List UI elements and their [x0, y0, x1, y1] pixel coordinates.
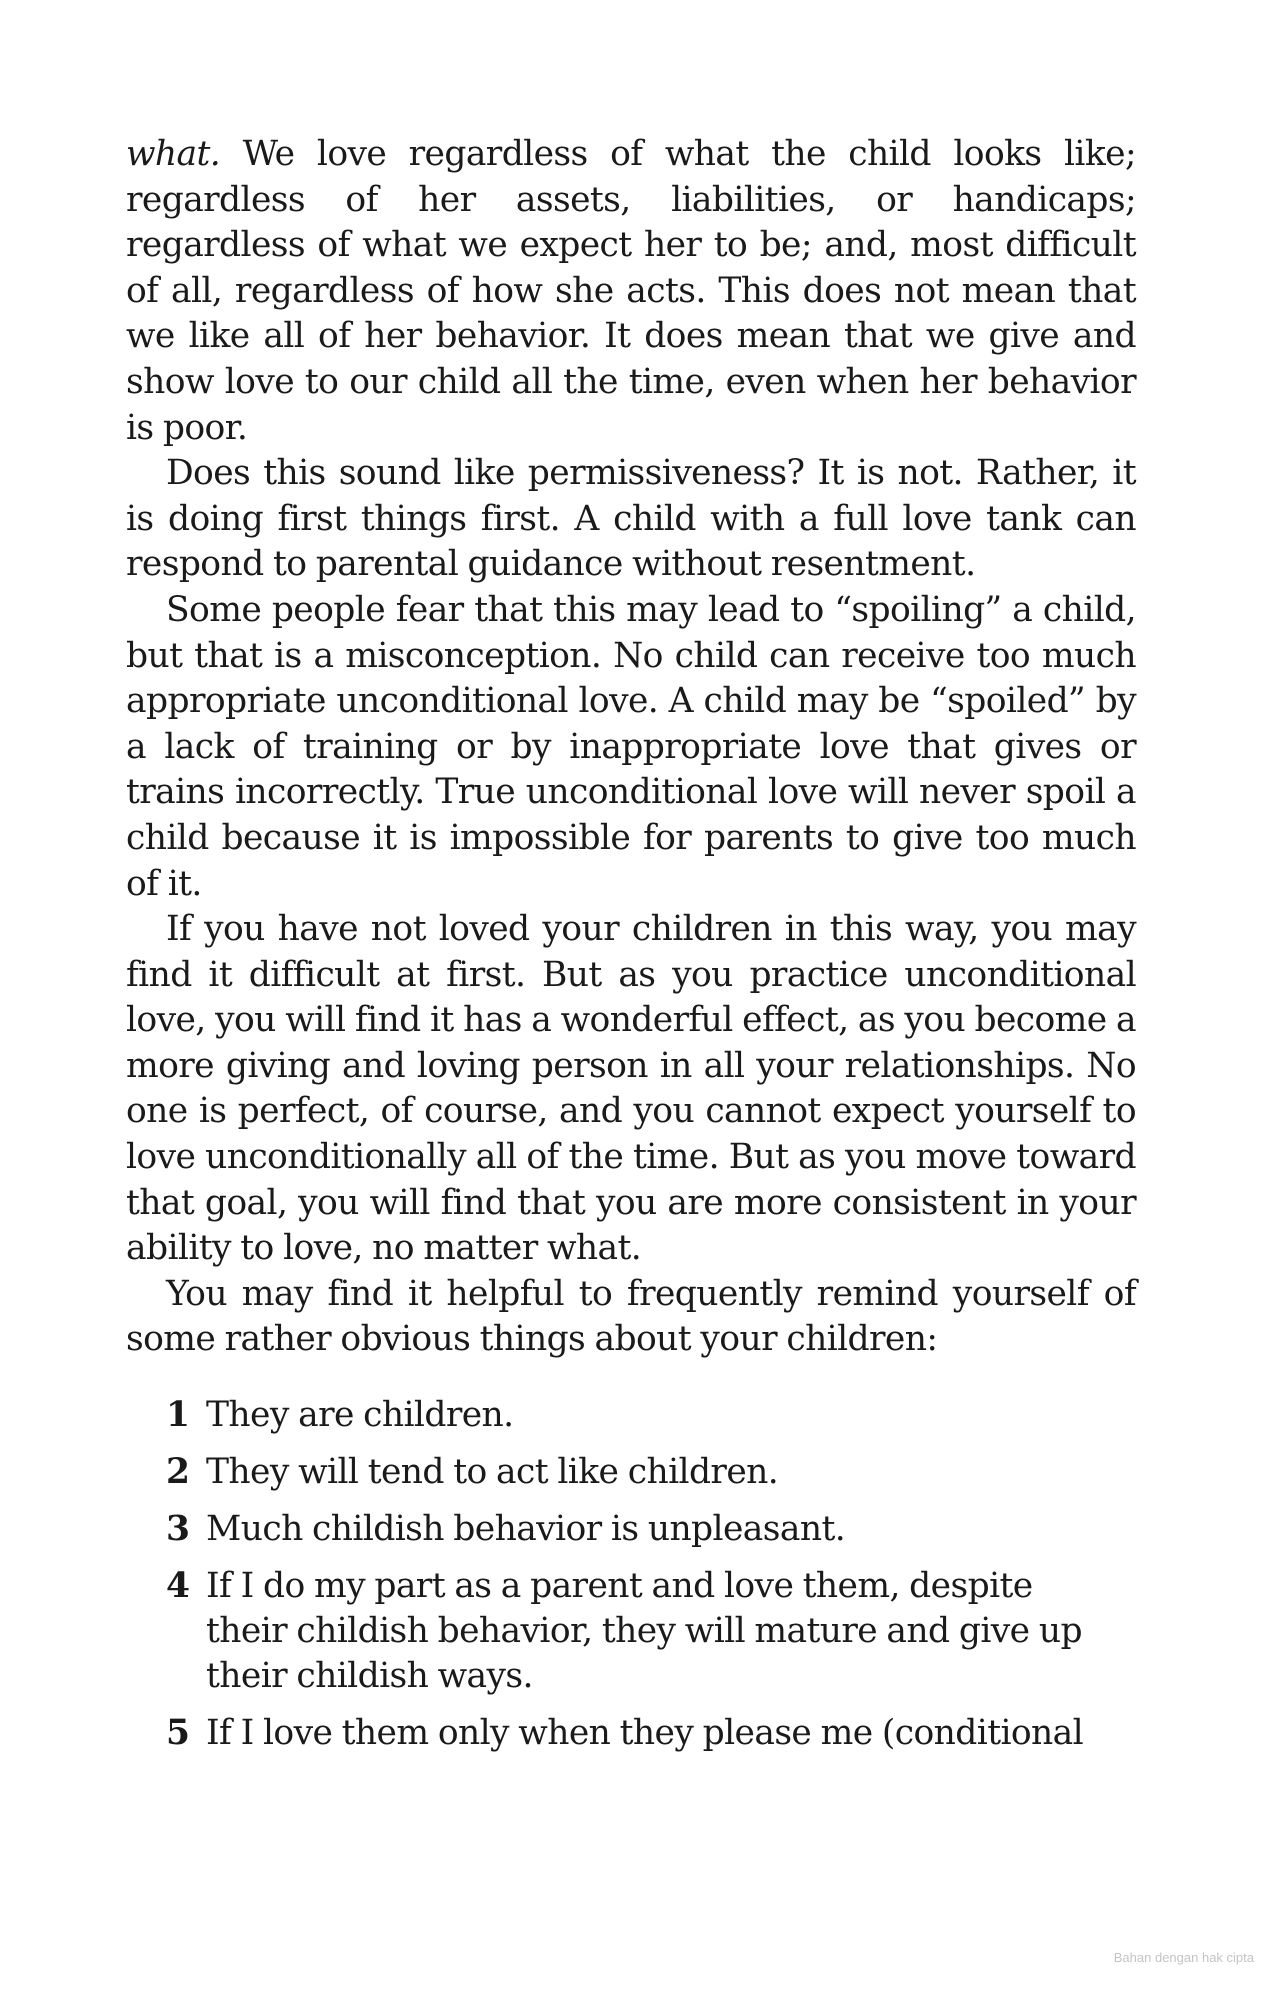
- copyright-watermark: Bahan dengan hak cipta: [1113, 1950, 1254, 1965]
- page-body: [126, 132, 1136, 1768]
- list-item-text: They are children.: [206, 1395, 514, 1436]
- list-item-number: 2: [166, 1452, 190, 1493]
- list-item-number: 5: [166, 1713, 190, 1754]
- reminder-list: [126, 1393, 1136, 1756]
- list-item: [166, 1450, 1136, 1495]
- list-item-number: 1: [166, 1395, 190, 1436]
- paragraph: Some people fear that this may lead to “spoiling” a child, but that is a misconception. No child can receive too much appropriate unconditional love. A child may be “spoiled” by a lack of training or by inappropriate love that gives or trains incorrectly. True unconditional love will never spoil a child because it is impossible for parents to give too much of it.: [126, 589, 1136, 904]
- list-item: [166, 1393, 1136, 1438]
- list-item-text: Much childish behavior is unpleasant.: [206, 1509, 846, 1550]
- paragraph: If you have not loved your children in this way, you may find it difficult at first. But as you practice unconditional love, you will find it has a wonderful effect, as you become a more giving and loving person in all your relationships. No one is perfect, of course, and you cannot expect yourself to love unconditionally all of the time. But as you move toward that goal, you will find that you are more consistent in your ability to love, no matter what.: [126, 909, 1136, 1269]
- list-item-text: They will tend to act like children.: [206, 1452, 779, 1493]
- list-item: [166, 1711, 1136, 1756]
- italic-lead-word: what.: [126, 134, 221, 174]
- paragraph: [126, 132, 1136, 451]
- list-item-number: 4: [166, 1566, 190, 1607]
- list-item-number: 3: [166, 1509, 190, 1550]
- list-item: [166, 1507, 1136, 1552]
- paragraph: You may find it helpful to frequently remind yourself of some rather obvious things about your children:: [126, 1273, 1136, 1360]
- list-item-text: If I love them only when they please me (conditional: [206, 1713, 1084, 1754]
- paragraph: Does this sound like permissiveness? It is not. Rather, it is doing first things first. A child with a full love tank can respond to parental guidance without resentment.: [126, 453, 1136, 585]
- list-item: [166, 1564, 1136, 1699]
- paragraph-text: We love regardless of what the child looks like; regardless of her assets, liabilities, or handicaps; regardless of what we expect her to be; and, most difficult of all, regardless of how she acts. This does not mean that we like all of her behavior. It does mean that we give and show love to our child all the time, even when her behavior is poor.: [126, 134, 1136, 448]
- list-item-text: If I do my part as a parent and love them, despite their childish behavior, they will mature and give up their childish ways.: [206, 1566, 1082, 1697]
